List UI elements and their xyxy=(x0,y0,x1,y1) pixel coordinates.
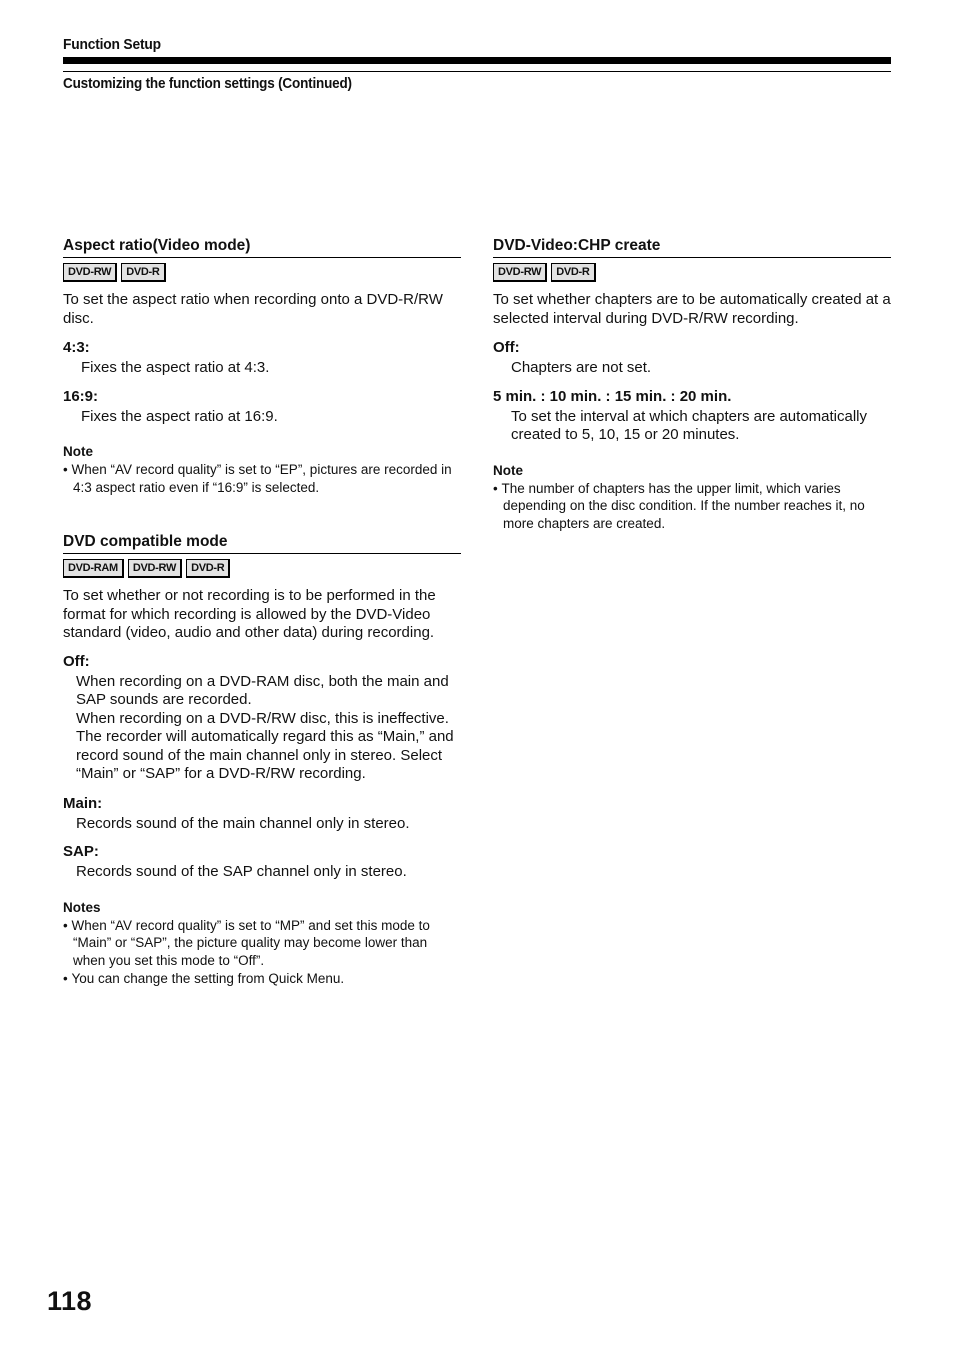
compat-notes-heading: Notes xyxy=(63,899,101,915)
page-number: 118 xyxy=(47,1286,93,1316)
option-label-off: Off: xyxy=(63,652,90,670)
aspect-ratio-description: To set the aspect ratio when recording onto a DVD-R/RW disc. xyxy=(63,291,443,327)
right-column xyxy=(493,237,891,532)
aspect-note-heading: Note xyxy=(63,444,93,459)
option-text-off: Chapters are not set. xyxy=(511,359,652,376)
section-dvd-compatible-mode xyxy=(63,533,461,988)
option-text-sap: Records sound of the SAP channel only in stereo. xyxy=(76,863,407,880)
option-label-4-3: 4:3: xyxy=(63,339,90,356)
option-label-sap: SAP: xyxy=(63,843,99,860)
chp-note-heading: Note xyxy=(493,462,523,478)
header-section-title: Function Setup xyxy=(63,36,161,53)
section-dvd-video-chp-create xyxy=(493,237,891,532)
badge-dvd-rw: DVD-RW xyxy=(128,559,182,578)
compat-note-item: • When “AV record quality” is set to “MP” and set this mode to “Main” or “SAP”, the picture quality may become lower than when you set this mode to “Off”. xyxy=(63,917,461,970)
chp-create-badges xyxy=(493,263,891,281)
aspect-ratio-title: Aspect ratio(Video mode) xyxy=(63,237,461,258)
chp-note-item: • The number of chapters has the upper limit, which varies depending on the disc condition. If the number reaches it, no more chapters are created. xyxy=(493,480,891,533)
badge-dvd-r: DVD-R xyxy=(551,263,595,282)
header-thin-rule xyxy=(63,71,891,72)
compat-note-item: • You can change the setting from Quick Menu. xyxy=(63,970,461,988)
option-text-16-9: Fixes the aspect ratio at 16:9. xyxy=(81,407,278,425)
aspect-ratio-badges xyxy=(63,263,461,281)
dvd-compatible-description: To set whether or not recording is to be performed in the format for which recording is allowed by the DVD-Video standard (video, audio and other data) during recording. xyxy=(63,587,436,641)
badge-dvd-rw: DVD-RW xyxy=(493,263,547,282)
badge-dvd-rw: DVD-RW xyxy=(63,263,117,282)
chp-create-description: To set whether chapters are to be automatically created at a selected interval during DVD-R/RW recording. xyxy=(493,291,891,327)
dvd-compatible-title: DVD compatible mode xyxy=(63,533,461,554)
option-text-main: Records sound of the main channel only in stereo. xyxy=(76,814,410,832)
dvd-compatible-badges xyxy=(63,559,461,577)
option-label-main: Main: xyxy=(63,794,103,812)
header-thick-rule xyxy=(63,57,891,64)
option-label-off: Off: xyxy=(493,339,520,356)
aspect-note-item: • When “AV record quality” is set to “EP”, pictures are recorded in 4:3 aspect ratio even if “16:9” is selected. xyxy=(63,461,461,496)
section-aspect-ratio xyxy=(63,237,461,496)
badge-dvd-ram: DVD-RAM xyxy=(63,559,124,578)
chp-create-title: DVD-Video:CHP create xyxy=(493,237,891,258)
left-column xyxy=(63,237,461,988)
option-label-intervals: 5 min. : 10 min. : 15 min. : 20 min. xyxy=(493,387,732,405)
badge-dvd-r: DVD-R xyxy=(186,559,230,578)
option-text-off-2: When recording on a DVD-R/RW disc, this is ineffective. The recorder will automatically regard this as “Main,” and record sound of the main channel only in stereo. Select “Main” or “SAP” for a DVD-R/RW recording. xyxy=(76,709,454,782)
option-label-16-9: 16:9: xyxy=(63,387,99,405)
option-text-off: When recording on a DVD-RAM disc, both the main and SAP sounds are recorded. xyxy=(76,672,449,708)
badge-dvd-r: DVD-R xyxy=(121,263,165,282)
header-subtitle: Customizing the function settings (Continued) xyxy=(63,75,352,92)
option-text-intervals: To set the interval at which chapters are automatically created to 5, 10, 15 or 20 minutes. xyxy=(511,407,868,443)
option-text-4-3: Fixes the aspect ratio at 4:3. xyxy=(81,359,270,376)
